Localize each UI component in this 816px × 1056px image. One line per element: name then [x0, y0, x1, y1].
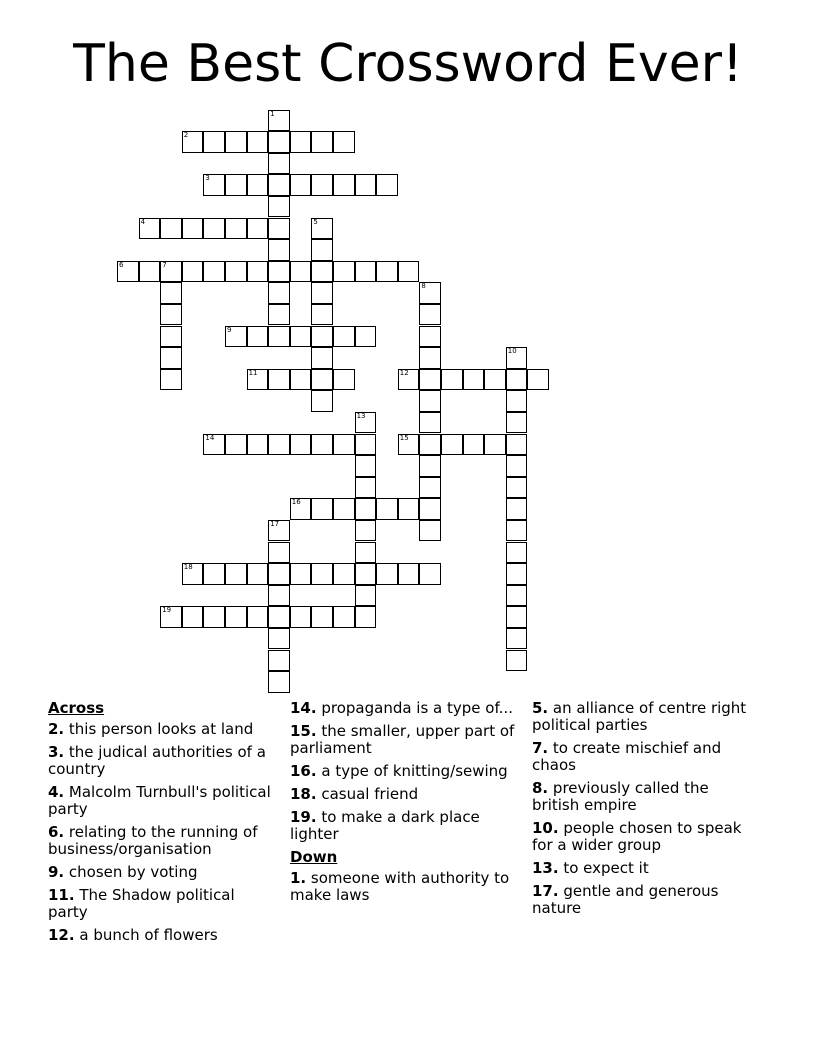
clue-number: 18 [183, 563, 193, 572]
grid-cell[interactable] [355, 585, 377, 607]
grid-cell[interactable] [290, 326, 312, 348]
clue-text: people chosen to speak for a wider group [532, 819, 742, 854]
clue-text: someone with authority to make laws [290, 869, 510, 904]
clue-number: 8 [421, 282, 426, 291]
grid-cell[interactable] [463, 434, 485, 456]
grid-cell[interactable] [311, 282, 333, 304]
grid-cell[interactable] [203, 131, 225, 153]
grid-cell[interactable] [506, 520, 528, 542]
grid-cell[interactable] [225, 131, 247, 153]
clue-item [532, 860, 760, 877]
grid-cell[interactable] [506, 369, 528, 391]
clue-column-1 [48, 700, 276, 950]
grid-cell[interactable] [139, 218, 161, 240]
grid-cell[interactable] [290, 174, 312, 196]
clue-text: gentle and generous nature [532, 882, 719, 917]
grid-cell[interactable] [333, 498, 355, 520]
clue-number-label: 2. [48, 720, 65, 738]
grid-cell[interactable] [311, 369, 333, 391]
grid-cell[interactable] [203, 174, 225, 196]
grid-cell[interactable] [355, 434, 377, 456]
grid-cell[interactable] [290, 131, 312, 153]
grid-cell[interactable] [268, 434, 290, 456]
clue-text: to make a dark place lighter [290, 808, 480, 843]
clue-number-label: 12. [48, 926, 75, 944]
grid-cell[interactable] [419, 520, 441, 542]
clue-number: 15 [399, 433, 409, 442]
clue-number: 1 [270, 109, 275, 118]
clue-number: 14 [205, 433, 215, 442]
clue-column-3 [532, 700, 760, 923]
clue-item [48, 824, 276, 858]
clue-number-label: 6. [48, 823, 65, 841]
grid-cell[interactable] [182, 606, 204, 628]
grid-cell[interactable] [311, 326, 333, 348]
clue-number: 3 [205, 174, 210, 183]
clue-number: 2 [183, 131, 189, 140]
clue-text: the smaller, upper part of parliament [290, 722, 515, 757]
grid-cell[interactable] [160, 369, 182, 391]
grid-cell[interactable] [247, 606, 269, 628]
grid-cell[interactable] [355, 174, 377, 196]
grid-cell[interactable] [247, 563, 269, 585]
clue-text: the judical authorities of a country [48, 743, 266, 778]
grid-cell[interactable] [333, 261, 355, 283]
grid-cell[interactable] [160, 326, 182, 348]
grid-cell[interactable] [290, 498, 312, 520]
grid-cell[interactable] [203, 218, 225, 240]
grid-cell[interactable] [527, 369, 549, 391]
grid-cell[interactable] [311, 434, 333, 456]
grid-cell[interactable] [355, 542, 377, 564]
clue-number-label: 1. [290, 869, 307, 887]
grid-cell[interactable] [463, 369, 485, 391]
grid-cell[interactable] [268, 520, 290, 542]
grid-cell[interactable] [506, 390, 528, 412]
clue-text: an alliance of centre right political parties [532, 699, 747, 734]
grid-cell[interactable] [268, 304, 290, 326]
grid-cell[interactable] [268, 326, 290, 348]
page-title: The Best Crossword Ever! [73, 34, 743, 94]
grid-cell[interactable] [419, 412, 441, 434]
clue-number: 19 [162, 606, 172, 615]
grid-cell[interactable] [419, 304, 441, 326]
grid-cell[interactable] [247, 434, 269, 456]
clue-item [290, 786, 518, 803]
clue-number: 16 [291, 498, 301, 507]
grid-cell[interactable] [117, 261, 139, 283]
grid-cell[interactable] [290, 606, 312, 628]
clue-text: The Shadow political party [48, 886, 235, 921]
grid-cell[interactable] [311, 239, 333, 261]
grid-cell[interactable] [311, 563, 333, 585]
grid-cell[interactable] [398, 369, 420, 391]
grid-cell[interactable] [419, 390, 441, 412]
grid-cell[interactable] [160, 347, 182, 369]
grid-cell[interactable] [441, 434, 463, 456]
grid-cell[interactable] [311, 498, 333, 520]
grid-cell[interactable] [506, 498, 528, 520]
grid-cell[interactable] [268, 218, 290, 240]
grid-cell[interactable] [419, 282, 441, 304]
clue-number: 11 [248, 368, 258, 377]
grid-cell[interactable] [247, 131, 269, 153]
grid-cell[interactable] [506, 412, 528, 434]
clue-number-label: 15. [290, 722, 317, 740]
grid-cell[interactable] [182, 131, 204, 153]
clue-number: 17 [270, 519, 280, 528]
grid-cell[interactable] [506, 650, 528, 672]
clue-number-label: 11. [48, 886, 75, 904]
grid-cell[interactable] [268, 110, 290, 132]
grid-cell[interactable] [398, 563, 420, 585]
clue-number-label: 9. [48, 863, 65, 881]
clue-number-label: 13. [532, 859, 559, 877]
grid-cell[interactable] [333, 174, 355, 196]
clue-item [48, 784, 276, 818]
clue-number: 9 [227, 325, 232, 334]
clue-text: a bunch of flowers [79, 926, 218, 944]
grid-cell[interactable] [225, 606, 247, 628]
grid-cell[interactable] [376, 174, 398, 196]
grid-cell[interactable] [160, 218, 182, 240]
clue-item [532, 883, 760, 917]
clue-number-label: 18. [290, 785, 317, 803]
clue-number: 5 [313, 217, 318, 226]
clue-item [532, 700, 760, 734]
grid-cell[interactable] [333, 563, 355, 585]
clue-item [48, 721, 276, 738]
clue-item [290, 870, 518, 904]
clue-number: 7 [162, 260, 167, 269]
grid-cell[interactable] [268, 628, 290, 650]
clue-number: 10 [507, 347, 517, 356]
grid-cell[interactable] [398, 261, 420, 283]
grid-cell[interactable] [268, 196, 290, 218]
clue-text: casual friend [321, 785, 419, 803]
grid-cell[interactable] [355, 412, 377, 434]
clue-item [290, 809, 518, 843]
clue-number-label: 3. [48, 743, 65, 761]
grid-cell[interactable] [506, 347, 528, 369]
grid-cell[interactable] [203, 261, 225, 283]
grid-cell[interactable] [376, 261, 398, 283]
grid-cell[interactable] [506, 455, 528, 477]
across-header: Across [48, 699, 105, 717]
grid-cell[interactable] [268, 261, 290, 283]
grid-cell[interactable] [268, 563, 290, 585]
grid-cell[interactable] [311, 390, 333, 412]
grid-cell[interactable] [355, 563, 377, 585]
grid-cell[interactable] [311, 261, 333, 283]
grid-cell[interactable] [355, 326, 377, 348]
grid-cell[interactable] [268, 585, 290, 607]
grid-cell[interactable] [247, 369, 269, 391]
down-header: Down [290, 848, 338, 866]
clue-number: 6 [119, 260, 124, 269]
grid-cell[interactable] [268, 606, 290, 628]
grid-cell[interactable] [203, 606, 225, 628]
clue-text: a type of knitting/sewing [321, 762, 508, 780]
clue-number: 4 [140, 217, 146, 226]
grid-cell[interactable] [333, 326, 355, 348]
clue-item [48, 927, 276, 944]
grid-cell[interactable] [419, 563, 441, 585]
grid-cell[interactable] [506, 606, 528, 628]
grid-cell[interactable] [268, 671, 290, 693]
grid-cell[interactable] [225, 218, 247, 240]
grid-cell[interactable] [225, 563, 247, 585]
grid-cell[interactable] [311, 131, 333, 153]
grid-cell[interactable] [398, 434, 420, 456]
grid-cell[interactable] [247, 326, 269, 348]
clue-text: to create mischief and chaos [532, 739, 722, 774]
grid-cell[interactable] [355, 477, 377, 499]
grid-cell[interactable] [268, 153, 290, 175]
clue-text: Malcolm Turnbull's political party [48, 783, 271, 818]
grid-cell[interactable] [225, 174, 247, 196]
grid-cell[interactable] [247, 174, 269, 196]
grid-cell[interactable] [268, 174, 290, 196]
grid-cell[interactable] [268, 282, 290, 304]
grid-cell[interactable] [160, 282, 182, 304]
grid-cell[interactable] [333, 606, 355, 628]
grid-cell[interactable] [311, 606, 333, 628]
clue-text: relating to the running of business/organisation [48, 823, 258, 858]
clue-item [532, 740, 760, 774]
grid-cell[interactable] [160, 606, 182, 628]
grid-cell[interactable] [355, 455, 377, 477]
grid-cell[interactable] [484, 369, 506, 391]
grid-cell[interactable] [398, 498, 420, 520]
grid-cell[interactable] [290, 261, 312, 283]
grid-cell[interactable] [311, 218, 333, 240]
grid-cell[interactable] [247, 261, 269, 283]
grid-cell[interactable] [182, 563, 204, 585]
grid-cell[interactable] [311, 304, 333, 326]
grid-cell[interactable] [290, 563, 312, 585]
grid-cell[interactable] [268, 650, 290, 672]
grid-cell[interactable] [160, 261, 182, 283]
clue-item [532, 780, 760, 814]
grid-cell[interactable] [419, 455, 441, 477]
grid-cell[interactable] [247, 218, 269, 240]
grid-cell[interactable] [506, 585, 528, 607]
clue-text: propaganda is a type of... [321, 699, 513, 717]
grid-cell[interactable] [225, 326, 247, 348]
grid-cell[interactable] [441, 369, 463, 391]
clue-item [532, 820, 760, 854]
grid-cell[interactable] [268, 239, 290, 261]
clue-item [290, 700, 518, 717]
clue-number: 13 [356, 411, 366, 420]
grid-cell[interactable] [419, 498, 441, 520]
clue-item [48, 864, 276, 881]
grid-cell[interactable] [203, 434, 225, 456]
clue-item [290, 763, 518, 780]
grid-cell[interactable] [419, 326, 441, 348]
clue-text: to expect it [563, 859, 649, 877]
grid-cell[interactable] [268, 369, 290, 391]
grid-cell[interactable] [376, 498, 398, 520]
grid-cell[interactable] [376, 563, 398, 585]
grid-cell[interactable] [506, 628, 528, 650]
clue-text: chosen by voting [68, 863, 198, 881]
grid-cell[interactable] [506, 477, 528, 499]
grid-cell[interactable] [506, 563, 528, 585]
grid-cell[interactable] [225, 434, 247, 456]
clue-text: this person looks at land [68, 720, 254, 738]
grid-cell[interactable] [290, 369, 312, 391]
clue-text: previously called the british empire [532, 779, 709, 814]
clue-number-label: 5. [532, 699, 549, 717]
grid-cell[interactable] [419, 347, 441, 369]
grid-cell[interactable] [506, 434, 528, 456]
grid-cell[interactable] [419, 434, 441, 456]
grid-cell[interactable] [506, 542, 528, 564]
grid-cell[interactable] [160, 304, 182, 326]
grid-cell[interactable] [419, 369, 441, 391]
grid-cell[interactable] [182, 218, 204, 240]
grid-cell[interactable] [311, 347, 333, 369]
clue-number-label: 14. [290, 699, 317, 717]
clue-number-label: 8. [532, 779, 549, 797]
clue-item [290, 723, 518, 757]
clue-number-label: 19. [290, 808, 317, 826]
grid-cell[interactable] [182, 261, 204, 283]
grid-cell[interactable] [268, 131, 290, 153]
clue-number-label: 17. [532, 882, 559, 900]
clue-column-2 [290, 700, 518, 910]
grid-cell[interactable] [203, 563, 225, 585]
grid-cell[interactable] [290, 434, 312, 456]
grid-cell[interactable] [355, 606, 377, 628]
grid-cell[interactable] [484, 434, 506, 456]
clue-item [48, 887, 276, 921]
grid-cell[interactable] [225, 261, 247, 283]
clue-number-label: 7. [532, 739, 549, 757]
grid-cell[interactable] [268, 542, 290, 564]
grid-cell[interactable] [333, 131, 355, 153]
grid-cell[interactable] [311, 174, 333, 196]
grid-cell[interactable] [419, 477, 441, 499]
clue-item [48, 744, 276, 778]
grid-cell[interactable] [355, 498, 377, 520]
grid-cell[interactable] [355, 520, 377, 542]
grid-cell[interactable] [139, 261, 161, 283]
clue-number-label: 4. [48, 783, 65, 801]
grid-cell[interactable] [333, 369, 355, 391]
clue-number-label: 16. [290, 762, 317, 780]
grid-cell[interactable] [355, 261, 377, 283]
clue-number: 12 [399, 368, 409, 377]
clue-number-label: 10. [532, 819, 559, 837]
grid-cell[interactable] [333, 434, 355, 456]
